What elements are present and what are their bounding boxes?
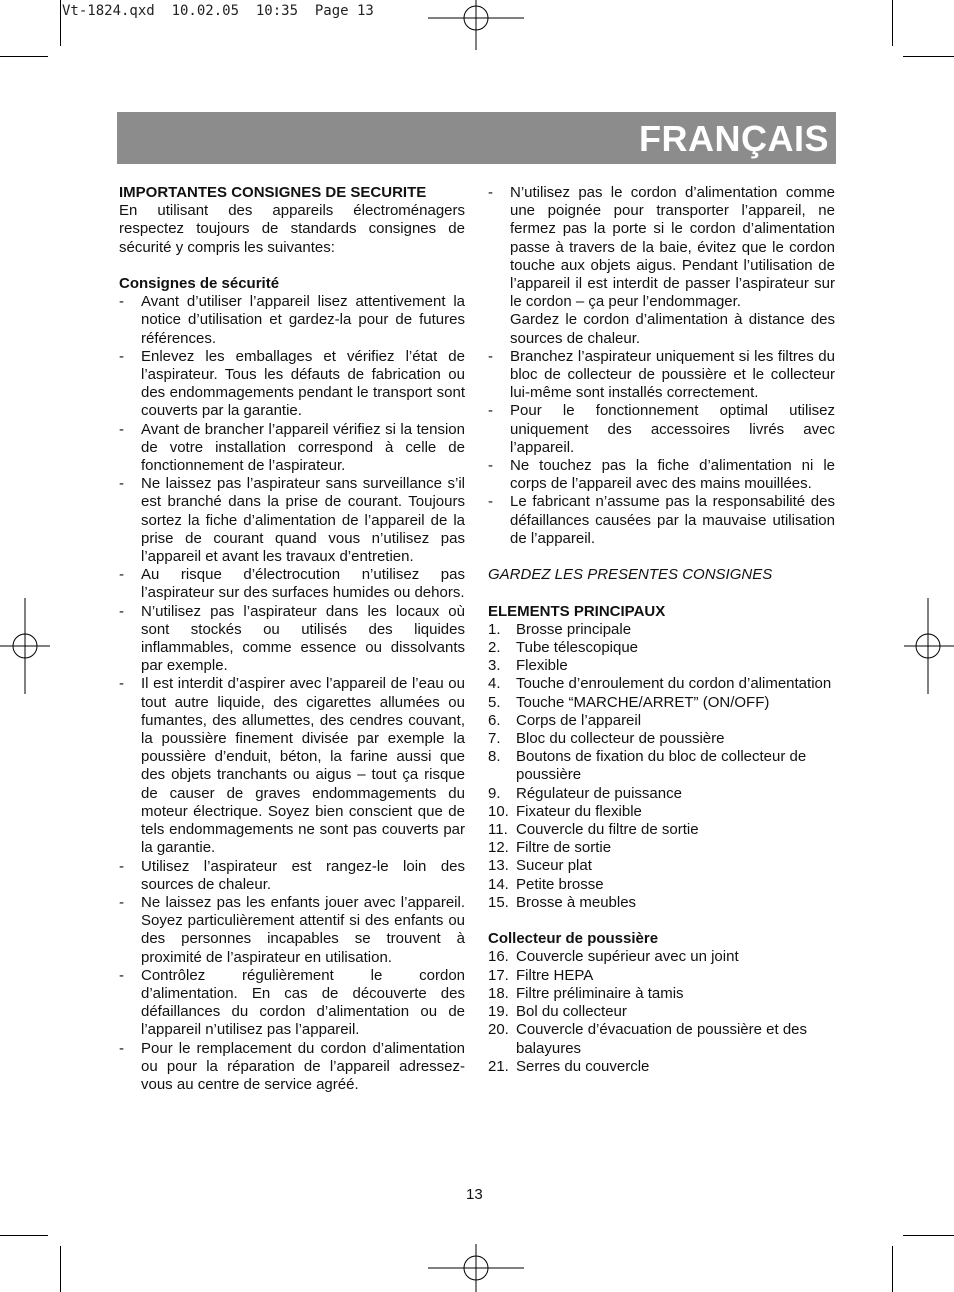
list-item: 19. Bol du collecteur — [488, 1003, 627, 1021]
list-item: 2. Tube télescopique — [488, 639, 639, 657]
page-number: 13 — [466, 1186, 483, 1203]
list-item: - Enlevez les emballages et vérifiez l’état de l’aspirateur. Tous les défauts de fabrication ou des endommagements pendant le transport sont couverts par la garantie. — [119, 348, 465, 421]
list-item: - Avant de brancher l’appareil vérifiez si la tension de votre installation correspond à celle de fonctionnement de l’aspirateur. — [119, 421, 465, 476]
list-item: 16. Couvercle supérieur avec un joint — [488, 948, 739, 966]
list-item: 7. Bloc du collecteur de poussière — [488, 730, 725, 748]
list-item: 15. Brosse à meubles — [488, 893, 637, 911]
list-item: 11. Couvercle du filtre de sortie — [488, 821, 699, 839]
registration-mark-bottom — [428, 1244, 524, 1292]
right-column — [488, 184, 835, 1076]
safety-list — [119, 293, 465, 1094]
safety-list-continued — [488, 348, 835, 548]
list-item: - Pour le fonctionnement optimal utilisez uniquement des accessoires livrés avec l’appareil. — [488, 402, 835, 457]
registration-mark-left — [0, 598, 50, 694]
file-slug: Vt-1824.qxd 10.02.05 10:35 Page 13 — [62, 3, 374, 19]
list-item: 20. Couvercle d’évacuation de poussière et des balayures — [488, 1021, 808, 1057]
list-item: 4. Touche d’enroulement du cordon d’alimentation — [488, 675, 832, 693]
crop-mark — [0, 1235, 48, 1236]
list-item: - Avant d’utiliser l’appareil lisez attentivement la notice d’utilisation et gardez-la pour de futures références. — [119, 293, 465, 348]
crop-mark — [60, 1246, 61, 1292]
list-item: 8. Boutons de fixation du bloc de collecteur de poussière — [488, 748, 807, 784]
list-item: 10. Fixateur du flexible — [488, 802, 642, 820]
collector-list — [488, 948, 835, 1075]
list-item: - Ne touchez pas la fiche d’alimentation ni le corps de l’appareil avec des mains mouillées. — [488, 457, 835, 493]
crop-mark — [903, 56, 954, 57]
list-item: - Le fabricant n’assume pas la responsabilité des défaillances causées par la mauvaise utilisation de l’appareil. — [488, 493, 835, 548]
list-item: - Au risque d’électrocution n’utilisez pas l’aspirateur sur des surfaces humides ou dehors. — [119, 566, 465, 602]
crop-mark — [903, 1235, 954, 1236]
crop-mark — [60, 0, 61, 46]
list-item: 12. Filtre de sortie — [488, 839, 612, 857]
language-header-bar — [117, 112, 836, 164]
list-item: - Branchez l’aspirateur uniquement si les filtres du bloc de collecteur de poussière et le collecteur lui-même sont installés correctement. — [488, 348, 835, 403]
left-column — [119, 184, 465, 1094]
crop-mark — [892, 1246, 893, 1292]
registration-mark-top — [428, 0, 524, 50]
safety-list-continued — [488, 184, 835, 311]
list-item: 13. Suceur plat — [488, 857, 592, 875]
crop-mark — [0, 56, 48, 57]
collector-heading: Collecteur de poussière — [488, 930, 659, 948]
safety-heading: IMPORTANTES CONSIGNES DE SECURITE — [119, 184, 427, 201]
list-item: 18. Filtre préliminaire à tamis — [488, 984, 684, 1002]
list-item: - N’utilisez pas l’aspirateur dans les locaux où sont stockés ou utilisés des liquides inflammables, comme essence ou dissolvants par exemple. — [119, 603, 465, 676]
list-item: - Ne laissez pas l’aspirateur sans surveillance s’il est branché dans la prise de courant. Toujours sortez la fiche d’alimentation de l’appareil de la prise de courant quand vous n’utilisez pas l’appareil et avant les travaux d’entretien. — [119, 475, 465, 566]
registration-mark-right — [904, 598, 954, 694]
list-item: - Il est interdit d’aspirer avec l’appareil de l’eau ou tout autre liquide, des cigarettes allumées ou fumantes, des allumettes, des cendres couvant, la poussière finement divisée par exemple la poussière d’enduit, béton, la farine aussi que des objets tranchants ou aigus – tout ça risque de causer de graves endommagements du moteur électrique. Soyez bien conscient que de tels endommagements ne sont pas couverts par la garantie. — [119, 675, 465, 857]
elements-list — [488, 621, 835, 912]
list-item: - Contrôlez régulièrement le cordon d’alimentation. En cas de découverte des défaillances du cordon d’alimentation ou de l’appareil n’utilisez pas l’appareil. — [119, 967, 465, 1040]
list-item: - Pour le remplacement du cordon d’alimentation ou pour la réparation de l’appareil adressez-vous au centre de service agréé. — [119, 1040, 465, 1095]
list-item: 17. Filtre HEPA — [488, 966, 594, 984]
list-item: 5. Touche “MARCHE/ARRET” (ON/OFF) — [488, 693, 770, 711]
language-title: FRANÇAIS — [639, 118, 829, 159]
crop-mark — [892, 0, 893, 46]
list-item: 14. Petite brosse — [488, 875, 604, 893]
list-item: - N’utilisez pas le cordon d’alimentation comme une poignée pour transporter l’appareil, ne fermez pas la porte si le cordon d’alimentation passe à travers de la baie, évitez que le cordon touche aux objets aigus. Pendant l’utilisation de l’appareil il est interdit de passer l’aspirateur sur le cordon – ça peur l’endommager. — [488, 184, 835, 311]
list-item: 6. Corps de l’appareil — [488, 711, 642, 729]
list-item: - Ne laissez pas les enfants jouer avec l’appareil. Soyez particulièrement attentif si des enfants ou des personnes incapables se trouvent à proximité de l’aspirateur en utilisation. — [119, 894, 465, 967]
safety-subheading: Consignes de sécurité — [119, 275, 280, 292]
list-item: 9. Régulateur de puissance — [488, 784, 682, 802]
elements-heading: ELEMENTS PRINCIPAUX — [488, 602, 666, 620]
list-item: - Utilisez l’aspirateur est rangez-le loin des sources de chaleur. — [119, 858, 465, 894]
list-item: 3. Flexible — [488, 657, 568, 675]
list-item: 1. Brosse principale — [488, 620, 632, 638]
list-item: 21. Serres du couvercle — [488, 1057, 650, 1075]
safety-intro: En utilisant des appareils électroménagers respectez toujours de standards consignes de sécurité y compris les suivantes: — [119, 202, 465, 256]
keep-instructions-note: GARDEZ LES PRESENTES CONSIGNES — [488, 566, 773, 584]
list-item-continuation: Gardez le cordon d’alimentation à distance des sources de chaleur. — [510, 311, 835, 347]
